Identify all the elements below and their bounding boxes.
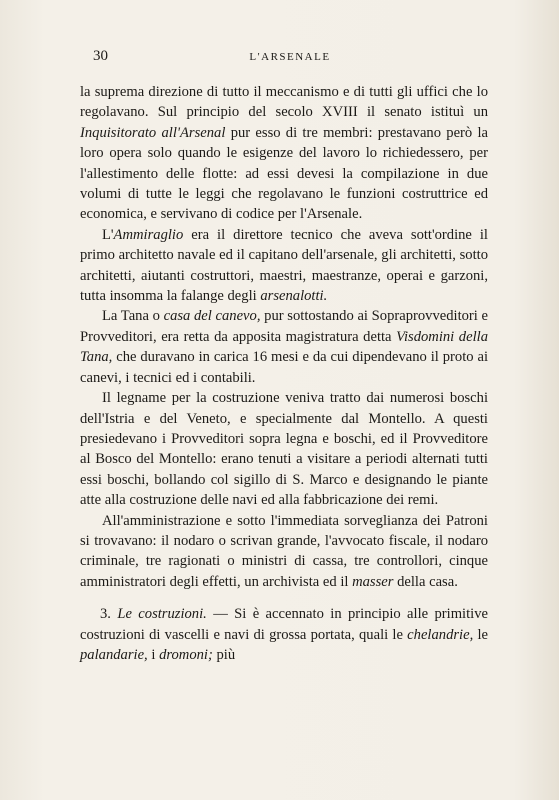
text-run: la suprema direzione di tutto il meccanismo e di tutti gli uffici che lo regolavano. Sul principio del secolo XVIII il senato istituì un (80, 84, 488, 121)
page-header (93, 48, 487, 66)
italic-term: casa del canevo, (163, 308, 261, 325)
paragraph-4 (80, 388, 488, 510)
paragraph-5 (80, 511, 488, 593)
text-run: All'amministrazione e sotto l'immediata sorveglianza dei Patroni si trovavano: il nodaro o scrivan grande, l'avvocato fiscale, il nodaro criminale, tre ragionati o ministri di cassa, tre controllori, cinque amministratori degli effetti, un archivista ed il (80, 512, 488, 590)
italic-term: chelandrie, (407, 626, 474, 643)
page-number: 30 (93, 48, 108, 64)
italic-term: masser (352, 573, 394, 590)
section-title: Le costruzioni. (117, 606, 207, 623)
italic-term: palandarie, (80, 646, 148, 663)
italic-term: dromoni; (159, 646, 213, 663)
italic-term: arsenalotti. (260, 288, 328, 305)
italic-term: Inquisitorato all'Arsenal (80, 124, 226, 141)
italic-term: Ammiraglio (113, 226, 184, 243)
paragraph-3 (80, 306, 488, 388)
paragraph-2 (80, 225, 488, 307)
text-run: pur sottostando ai Sopraprovveditori e Provveditori, era retta da apposita magistratura detta (80, 308, 488, 345)
section-paragraph (80, 604, 488, 665)
text-run: le (473, 626, 488, 643)
text-run: Il legname per la costruzione veniva tratto dai numerosi boschi dell'Istria e del Veneto, e specialmente dal Montello. A questi presiedevano i Provveditori sopra legna e boschi, ed il Provveditore al Bosco del Montello: erano tenuti a visitare a periodi alternati tutti essi boschi, bollando col sigillo di S. Marco e designando le piante atte alla costruzione delle navi ed alla fabbricazione dei remi. (80, 390, 488, 509)
text-run: era il direttore tecnico che aveva sott'ordine il primo architetto navale ed il capitano dell'arsenale, gli architetti, sotto architetti, aiutanti costruttori, maestri, maestranze, operai e garzoni, tutta insomma la falange degli (80, 226, 488, 305)
text-run: che duravano in carica 16 mesi e da cui dipendevano il proto ai canevi, i tecnici ed i contabili. (80, 349, 488, 386)
body-text (80, 82, 488, 665)
text-run: i (147, 646, 160, 663)
text-run: — Si è accennato in principio alle primitive costruzioni di vascelli e navi di grossa portata, quali le (80, 606, 488, 643)
text-run: più (212, 646, 236, 663)
text-run: pur esso di tre membri: prestavano però la loro opera solo quando le esigenze del lavoro lo richiedessero, per l'allestimento delle flotte: ad essi devesi la compilazione in due volumi di tutte le leggi che regolavano le funzioni costruttrice ed economica, e servivano di codice per l'Arsenale. (80, 124, 489, 223)
text-run: La Tana o (102, 308, 164, 325)
text-run: L' (102, 226, 114, 243)
section-number: 3. (100, 606, 118, 623)
running-title: L'ARSENALE (249, 51, 331, 63)
paragraph-1 (80, 82, 488, 225)
text-run: della casa. (393, 573, 458, 590)
italic-term: Visdomini della Tana, (80, 328, 488, 366)
